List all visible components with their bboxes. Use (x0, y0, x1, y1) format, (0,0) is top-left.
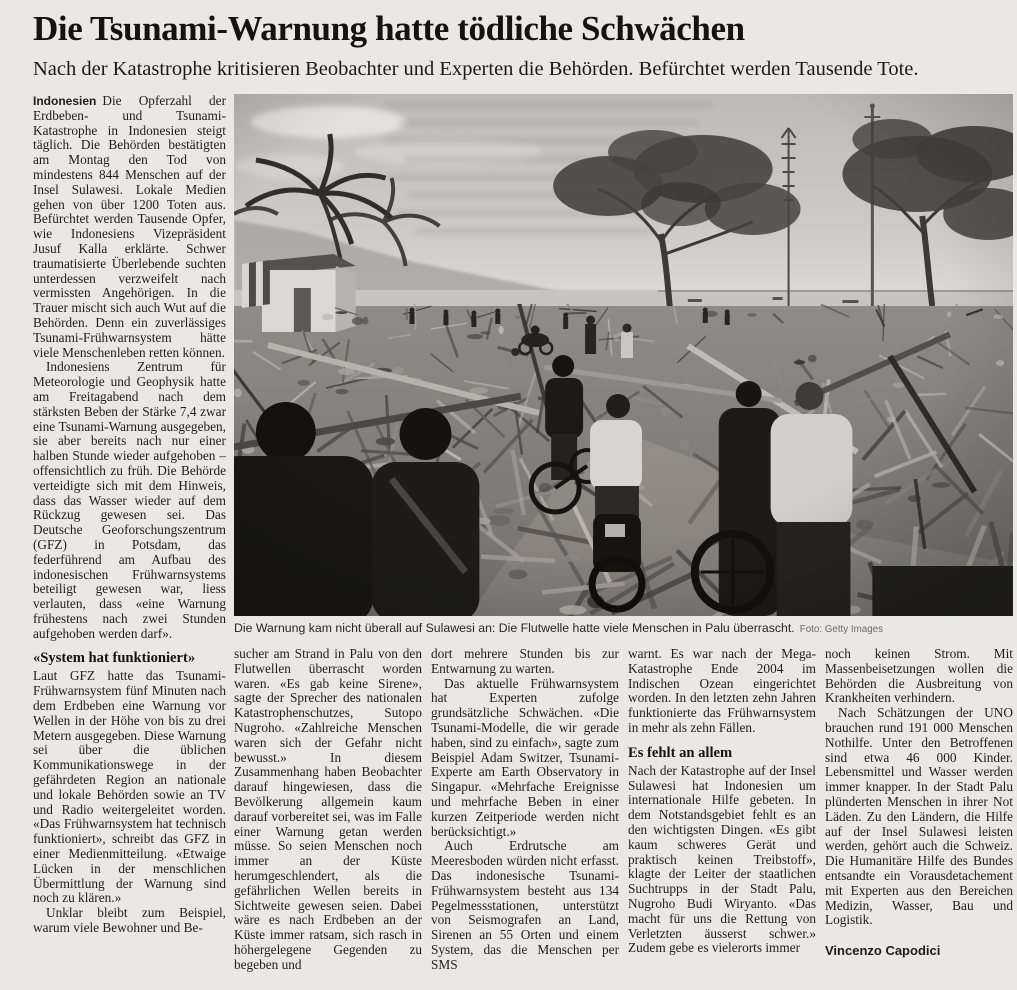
paragraph: noch keinen Strom. Mit Massenbeisetzungen wollen die Behörden die Ausbreitung von Krankheiten verhindern. (825, 646, 1013, 706)
kicker: Indonesien (33, 94, 97, 108)
article-photo (234, 94, 1013, 637)
lower-columns (234, 647, 1013, 973)
headline: Die Tsunami-Warnung hatte tödliche Schwächen (33, 9, 745, 48)
article-body (33, 94, 1013, 973)
paragraph: Indonesiens Zentrum für Meteorologie und Geophysik hatte am Freitagabend nach dem stärksten Beben der Stärke 7,4 zwar eine Tsunami-Warnung ausgegeben, sie aber bereits nach nur einer halben Stunde wieder aufgehoben – offensichtlich zu früh. Die Behörde verteidigte sich mit dem Hinweis, dass das Wasser wieder auf dem Rückzug gewesen sei. Das Deutsche Geoforschungszentrum (GFZ) in Potsdam, das federführend am Aufbau des indonesischen Frühwarnsystems beteiligt gewesen war, liess verlauten, dass «eine Warnung frühestens nach zwei Stunden aufgehoben werden darf». (33, 359, 226, 641)
paragraph: Auch Erdrutsche am Meeresboden würden nicht erfasst. Das indonesische Tsunami-Frühwarnsystem besteht aus 134 Pegelmessstationen, unterstützt von Seismografen an Land, Sirenen an 55 Orten und einem System, das die Menschen per SMS (431, 838, 619, 972)
paragraph (33, 94, 226, 360)
paragraph: Laut GFZ hatte das Tsunami-Frühwarnsystem fünf Minuten nach dem Erdbeben eine Warnung vor Wellen in der Höhe von bis zu drei Metern ausgegeben. Diese Warnung sei über die üblichen Kommunikationswege in der gefährdeten Region an nationale und lokale Behörden sowie an TV und Radio weitergeleitet worden. «Das Frühwarnsystem hat technisch funktioniert», schreibt das GFZ in einer Medienmitteilung. «Etwaige Lücken in der menschlichen Übermittlung der Warnung sind noch zu klären.» (33, 668, 226, 906)
byline: Vincenzo Capodici (825, 943, 941, 959)
paragraph: Unklar bleibt zum Beispiel, warum viele Bewohner und Be- (33, 905, 226, 936)
paragraph: Das aktuelle Frühwarnsystem hat Experten zufolge grundsätzliche Schwächen. «Die Tsunami-Modelle, die wir gerade haben, sind zu einfach», sagte zum Beispiel Adam Switzer, Tsunami-Experte am Earth Observatory in Singapur. «Mehrfache Ereignisse und mehrfache Beben in einer kurzen Zeitperiode werden nicht berücksichtigt.» (431, 675, 619, 839)
column-3 (431, 647, 619, 973)
paragraph: sucher am Strand in Palu von den Flutwellen überrascht worden waren. «Es gab keine Sirene», sagte der Sprecher des nationalen Katastrophenschutzes, Sutopo Nugroho. «Zahlreiche Menschen waren sich der Gefahr nicht bewusst.» In diesem Zusammenhang haben Beobachter darauf hingewiesen, dass die Bevölkerung allgemein kaum darauf vorbereitet sei, was im Falle einer Warnung getan werden müsse. So seien Menschen noch immer an der Küste herumgeschlendert, als die gefährlichen Wellen bereits in Sichtweite gewesen seien. Dabei wäre es nach Erdbeben an der Küste immer ratsam, sich rasch in höhergelegene Gegenden zu begeben und (234, 646, 422, 972)
paragraph: warnt. Es war nach der Mega-Katastrophe Ende 2004 im Indischen Ozean eingerichtet worden. In den letzten zehn Jahren funktionierte das Frühwarnsystem in mehr als zehn Fällen. (628, 646, 816, 735)
column-5 (825, 647, 1013, 973)
paragraph: Nach der Katastrophe auf der Insel Sulawesi hat Indonesien um internationale Hilfe gebeten. In dem Notstandsgebiet fehlt es an den wichtigsten Dingen. «Es gibt kaum schweres Gerät und praktisch keinen Treibstoff», klagte der Leiter der staatlichen Suchtrupps in der Stadt Palu, Nugroho Budi Wiryanto. «Das macht für uns die Rettung von Verletzten äusserst schwer.» Zudem gebe es vielerorts immer (628, 762, 816, 956)
paragraph: dort mehrere Stunden bis zur Entwarnung zu warten. (431, 646, 619, 676)
column-4 (628, 647, 816, 973)
column-2 (234, 647, 422, 973)
crosshead: «System hat funktioniert» (33, 650, 196, 667)
paragraph: Nach Schätzungen der UNO brauchen rund 191 000 Menschen Nothilfe. Unter den Betroffenen sind etwa 46 000 Kinder. Lebensmittel und Wasser werden immer knapper. In der Stadt Palu plünderten Menschen in ihrer Not Läden. Zu den Ländern, die Hilfe auf der Insel Sulawesi leisten werden, gehört auch die Schweiz. Die Humanitäre Hilfe des Bundes entsandte ein Vorausdetachement mit Experten aus den Bereichen Medizin, Wasser, Bau und Logistik. (825, 705, 1013, 928)
paragraph-text: Die Opferzahl der Erdbeben- und Tsunami-Katastrophe in Indonesien steigt täglich. Die Behörden bestätigten am Montag den Tod von mindestens 844 Menschen auf der Insel Sulawesi. Lokale Medien gehen von über 1200 Toten aus. Befürchtet werden Tausende Opfer, wie Indonesiens Vizepräsident Jusuf Kalla erklärte. Schwer traumatisierte Überlebende suchten unterdessen verzweifelt nach vermissten Angehörigen. In die Trauer mischt sich auch Wut auf die Behörden. Denn ein zuverlässiges Tsunami-Frühwarnsystem hätte viele Menschenleben retten können. (33, 93, 226, 360)
photo-illustration (234, 94, 1013, 616)
article-header (33, 10, 1013, 81)
column-1 (33, 94, 226, 973)
photo-caption-text: Die Warnung kam nicht überall auf Sulawesi an: Die Flutwelle hatte viele Menschen in Palu überrascht. (234, 621, 795, 635)
crosshead: Es fehlt an allem (628, 744, 733, 761)
photo-and-columns (234, 94, 1013, 973)
subheadline: Nach der Katastrophe kritisieren Beobachter und Experten die Behörden. Befürchtet werden Tausende Tote. (33, 58, 919, 80)
photo-credit: Foto: Getty Images (799, 624, 884, 635)
photo-caption (234, 621, 1013, 637)
